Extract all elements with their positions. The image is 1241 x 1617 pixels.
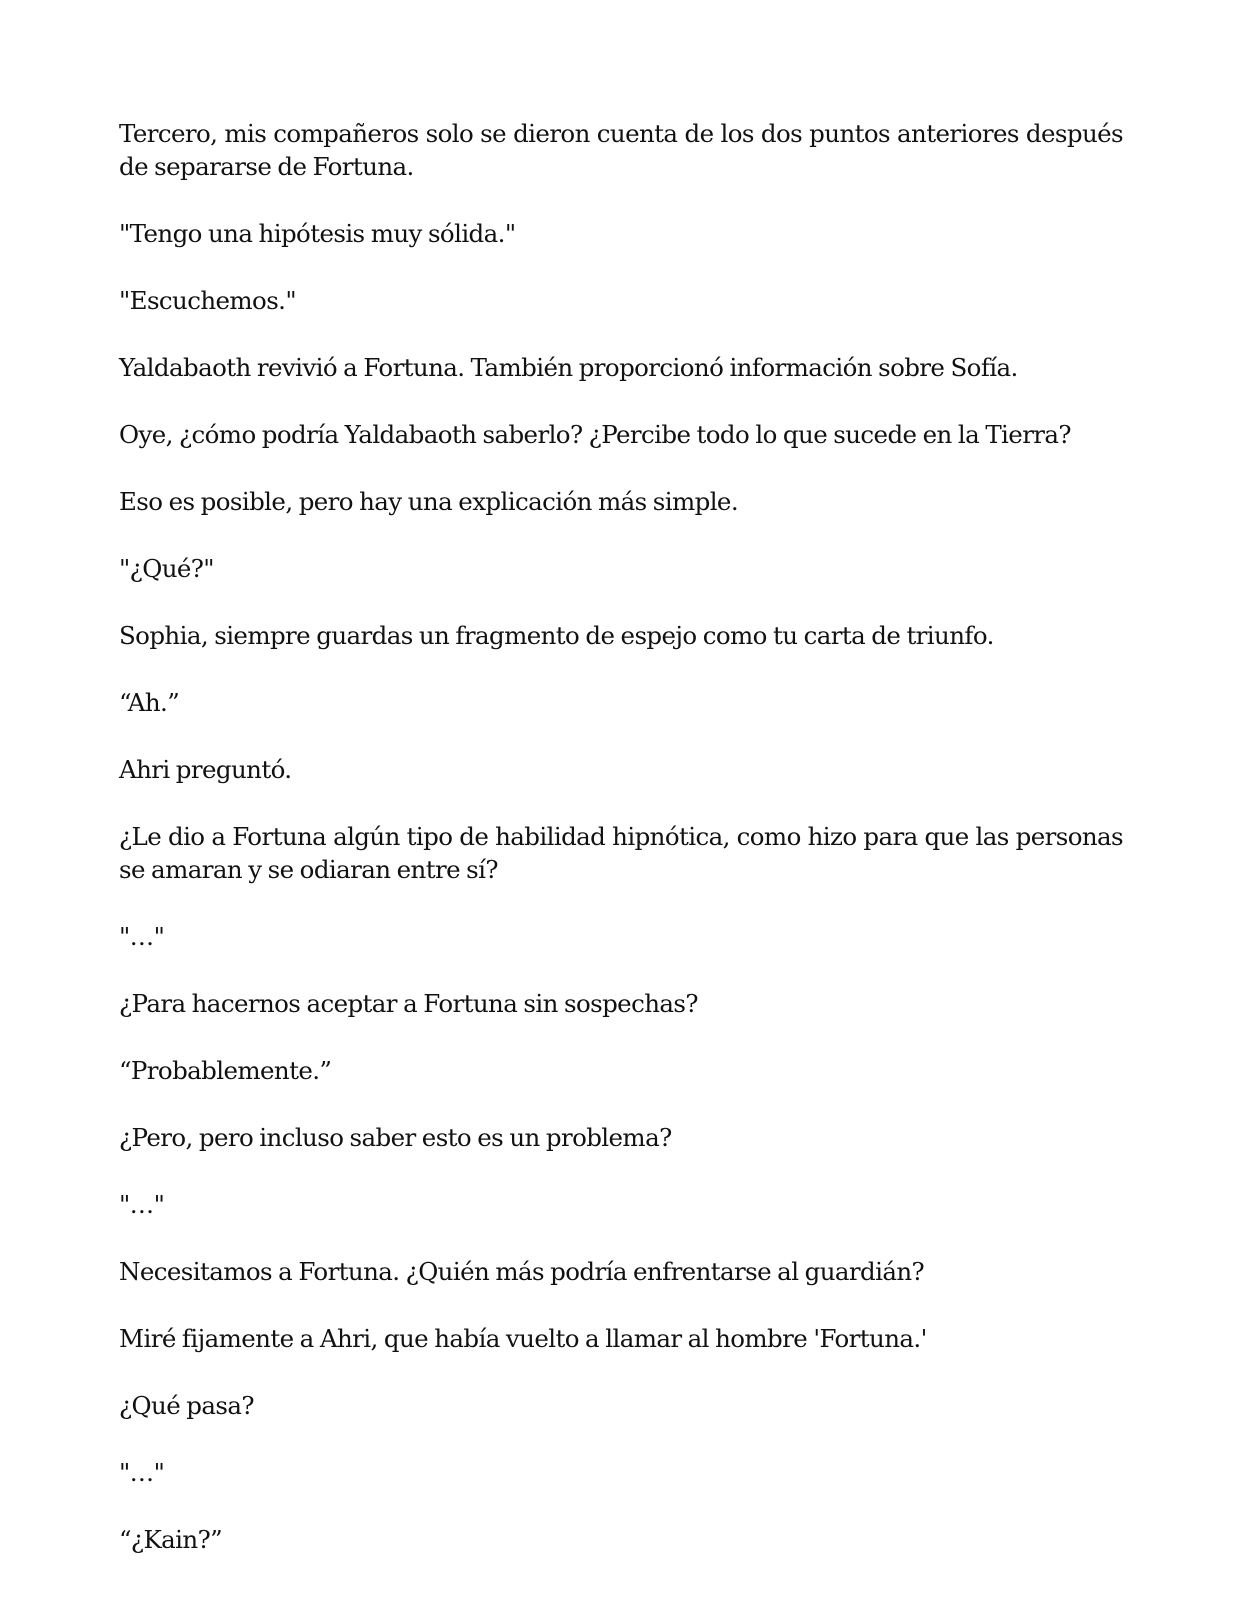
paragraph-11: ¿Le dio a Fortuna algún tipo de habilidad hipnótica, como hizo para que las personas se amaran y se odiaran entre sí? bbox=[119, 822, 1123, 884]
paragraph-13: ¿Para hacernos aceptar a Fortuna sin sospechas? bbox=[119, 989, 698, 1018]
paragraph-7: "¿Qué?" bbox=[119, 554, 214, 583]
paragraph-14: “Probablemente.” bbox=[119, 1056, 332, 1085]
paragraph-3: "Escuchemos." bbox=[119, 286, 297, 315]
paragraph-17: Necesitamos a Fortuna. ¿Quién más podría enfrentarse al guardián? bbox=[119, 1257, 925, 1286]
paragraph-4: Yaldabaoth revivió a Fortuna. También proporcionó información sobre Sofía. bbox=[119, 353, 1018, 382]
paragraph-15: ¿Pero, pero incluso saber esto es un problema? bbox=[119, 1123, 672, 1152]
paragraph-1: Tercero, mis compañeros solo se dieron cuenta de los dos puntos anteriores después de separarse de Fortuna. bbox=[119, 119, 1123, 181]
paragraph-10: Ahri preguntó. bbox=[119, 755, 292, 784]
paragraph-9: “Ah.” bbox=[119, 688, 180, 717]
paragraph-18: Miré fijamente a Ahri, que había vuelto a llamar al hombre 'Fortuna.' bbox=[119, 1324, 927, 1353]
paragraph-20: "…" bbox=[119, 1458, 165, 1487]
document-body bbox=[119, 117, 1123, 1590]
paragraph-8: Sophia, siempre guardas un fragmento de espejo como tu carta de triunfo. bbox=[119, 621, 994, 650]
paragraph-19: ¿Qué pasa? bbox=[119, 1391, 254, 1420]
paragraph-21: “¿Kain?” bbox=[119, 1525, 223, 1554]
paragraph-16: "…" bbox=[119, 1190, 165, 1219]
paragraph-6: Eso es posible, pero hay una explicación más simple. bbox=[119, 487, 739, 516]
paragraph-5: Oye, ¿cómo podría Yaldabaoth saberlo? ¿Percibe todo lo que sucede en la Tierra? bbox=[119, 420, 1071, 449]
paragraph-2: "Tengo una hipótesis muy sólida." bbox=[119, 219, 516, 248]
paragraph-12: "…" bbox=[119, 922, 165, 951]
